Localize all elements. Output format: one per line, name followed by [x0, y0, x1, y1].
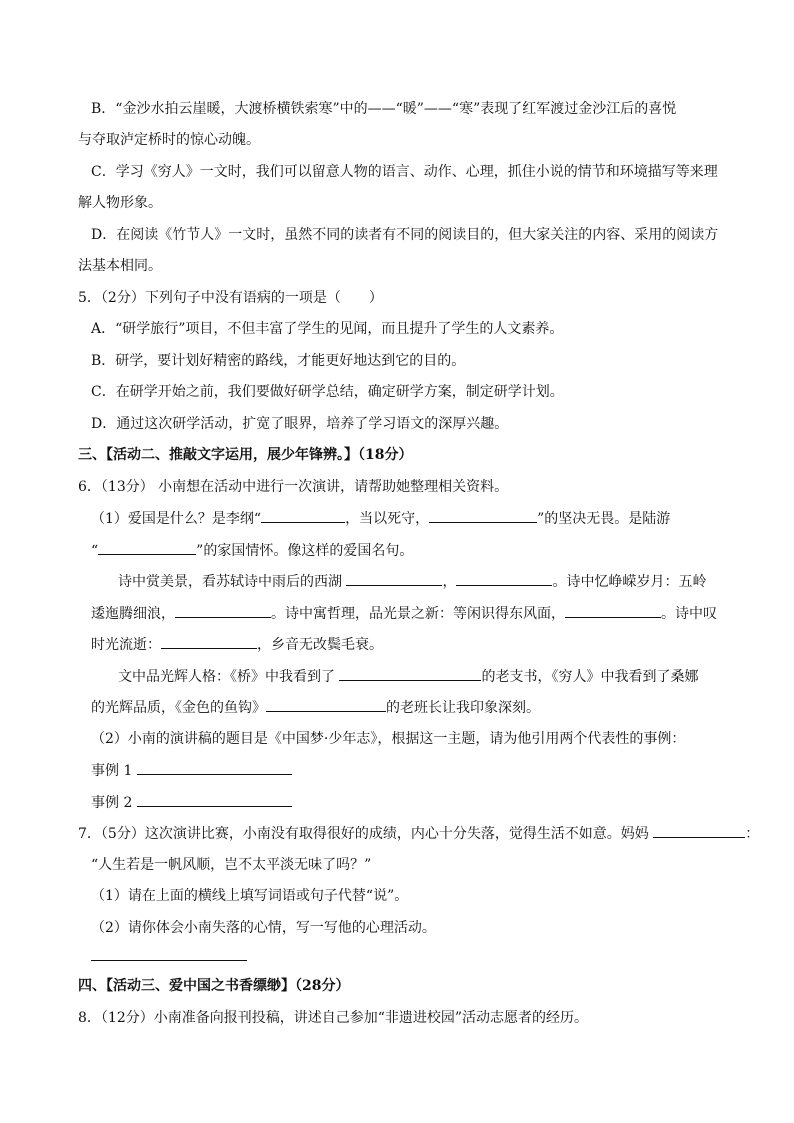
answer-blank[interactable]: [137, 760, 292, 775]
q6-part2: （2）小南的演讲稿的题目是《中国梦·少年志》，根据这一主题，请为他引用两个代表性的事例：: [91, 731, 686, 747]
q6-part1-line2: [91, 540, 413, 561]
q5-option-c: C．在研学开始之前，我们要做好研学总结，确定研学方案，制定研学计划。: [91, 384, 564, 400]
q6-stem: 6．（13分） 小南想在活动中进行一次演讲，请帮助她整理相关资料。: [78, 479, 509, 495]
q8-stem: 8．（12分）小南准备向报刊投稿，讲述自己参加“非遗进校园”活动志愿者的经历。: [78, 1010, 589, 1026]
answer-blank[interactable]: [653, 823, 745, 838]
answer-blank[interactable]: [346, 571, 442, 586]
q6-poem-line2: [91, 603, 717, 624]
answer-blank[interactable]: [161, 634, 257, 649]
answer-line[interactable]: [91, 960, 247, 961]
q6-p2-text-f: 。诗中叹: [661, 606, 717, 622]
section-4-title: 四、【活动三、爱中国之书香缥缈】（28分）: [78, 978, 350, 994]
q5-option-d: D．通过这次研学活动，扩宽了眼界，培养了学习语文的深厚兴趣。: [91, 416, 509, 432]
section-3-title: 三、【活动二、推敲文字运用，展少年锋辨。】（18分）: [78, 447, 413, 463]
q4-option-b-line1: B．“金沙水拍云崖暖，大渡桥横铁索寒”中的——“暖”——“寒”表现了红军渡过金沙江后的喜悦: [91, 101, 677, 117]
q4-option-c-line1: C．学习《穷人》一文时，我们可以留意人物的语言、动作、心理，抓住小说的情节和环境描写等来理: [91, 164, 718, 180]
q6-p3-text-d: 的老班长让我印象深刻。: [386, 700, 540, 716]
q6-p3-text-c: 的光辉品质，《金色的鱼钩》: [91, 700, 266, 716]
q4-option-d-line1: D．在阅读《竹节人》一文时，虽然不同的读者有不同的阅读目的，但大家关注的内容、采用的阅读方: [91, 227, 719, 243]
q6-character-line2: [91, 697, 540, 718]
q7-sub1: （1）请在上面的横线上填写词语或句子代替“说”。: [91, 888, 409, 904]
q4-option-d-line2: 法基本相同。: [78, 258, 162, 274]
answer-blank[interactable]: [565, 603, 661, 618]
q6-poem-line1: [118, 571, 706, 592]
q6-p2-text-e: 。诗中寓哲理，品光景之新：等闲识得东风面，: [271, 606, 565, 622]
q6-p3-text-a: 文中品光辉人格：《桥》中我看到了: [118, 669, 340, 685]
q6-poem-line3: [91, 634, 383, 655]
q6-p2-text-h: ，乡音无改鬓毛衰。: [257, 637, 383, 653]
q7-quote: “人生若是一帆风顺，岂不太平淡无味了吗？”: [91, 857, 372, 873]
q5-option-b: B．研学，要计划好精密的路线，才能更好地达到它的目的。: [91, 353, 466, 369]
q7-stem-text: 7．（5分）这次演讲比赛，小南没有取得很好的成绩，内心十分失落，觉得生活不如意。妈妈: [78, 826, 654, 842]
q6-p2-text-g: 时光流逝：: [91, 637, 161, 653]
answer-blank[interactable]: [98, 540, 196, 555]
example-1-label: 事例 1: [91, 763, 133, 779]
q7-stem: [78, 823, 759, 844]
q6-example-2: [91, 792, 292, 813]
q6-p2-text-a: 诗中赏美景，看苏轼诗中雨后的西湖: [118, 574, 347, 590]
q6-p2-text-d: 逶迤腾细浪，: [91, 606, 175, 622]
q6-p2-text-b: ，: [442, 574, 457, 590]
q6-p3-text-b: 的老支书，《穷人》中我看到了桑娜: [481, 669, 699, 685]
q6-example-1: [91, 760, 292, 781]
q4-option-c-line2: 解人物形象。: [78, 195, 162, 211]
answer-blank[interactable]: [456, 571, 552, 586]
q6-p1-text-b: ，当以死守，: [345, 511, 430, 527]
q7-sub2: （2）请你体会小南失落的心情，写一写他的心理活动。: [91, 920, 436, 936]
answer-blank[interactable]: [266, 697, 386, 712]
q6-character-line1: [118, 666, 698, 687]
q6-p1-text-e: ”的家国情怀。像这样的爱国名句。: [196, 543, 414, 559]
answer-blank[interactable]: [137, 792, 292, 807]
answer-blank[interactable]: [261, 508, 345, 523]
answer-blank[interactable]: [429, 508, 537, 523]
q7-stem-colon: ：: [745, 826, 760, 842]
answer-blank[interactable]: [175, 603, 271, 618]
answer-blank[interactable]: [339, 666, 481, 681]
q4-option-b-line2: 与夺取泸定桥时的惊心动魄。: [78, 132, 260, 148]
q5-option-a: A．“研学旅行”项目，不但丰富了学生的见闻，而且提升了学生的人文素养。: [91, 321, 564, 337]
q6-p1-text-a: （1）爱国是什么？是李纲“: [91, 511, 262, 527]
q6-p1-text-c: ”的坚决无畏。是陆游: [537, 511, 671, 527]
q6-part1-line1: [91, 508, 670, 529]
example-2-label: 事例 2: [91, 795, 133, 811]
q6-p1-text-d: “: [91, 543, 99, 559]
q5-stem: 5．（2分）下列句子中没有语病的一项是（ ）: [78, 290, 383, 306]
q6-p2-text-c: 。诗中忆峥嵘岁月：五岭: [552, 574, 707, 590]
